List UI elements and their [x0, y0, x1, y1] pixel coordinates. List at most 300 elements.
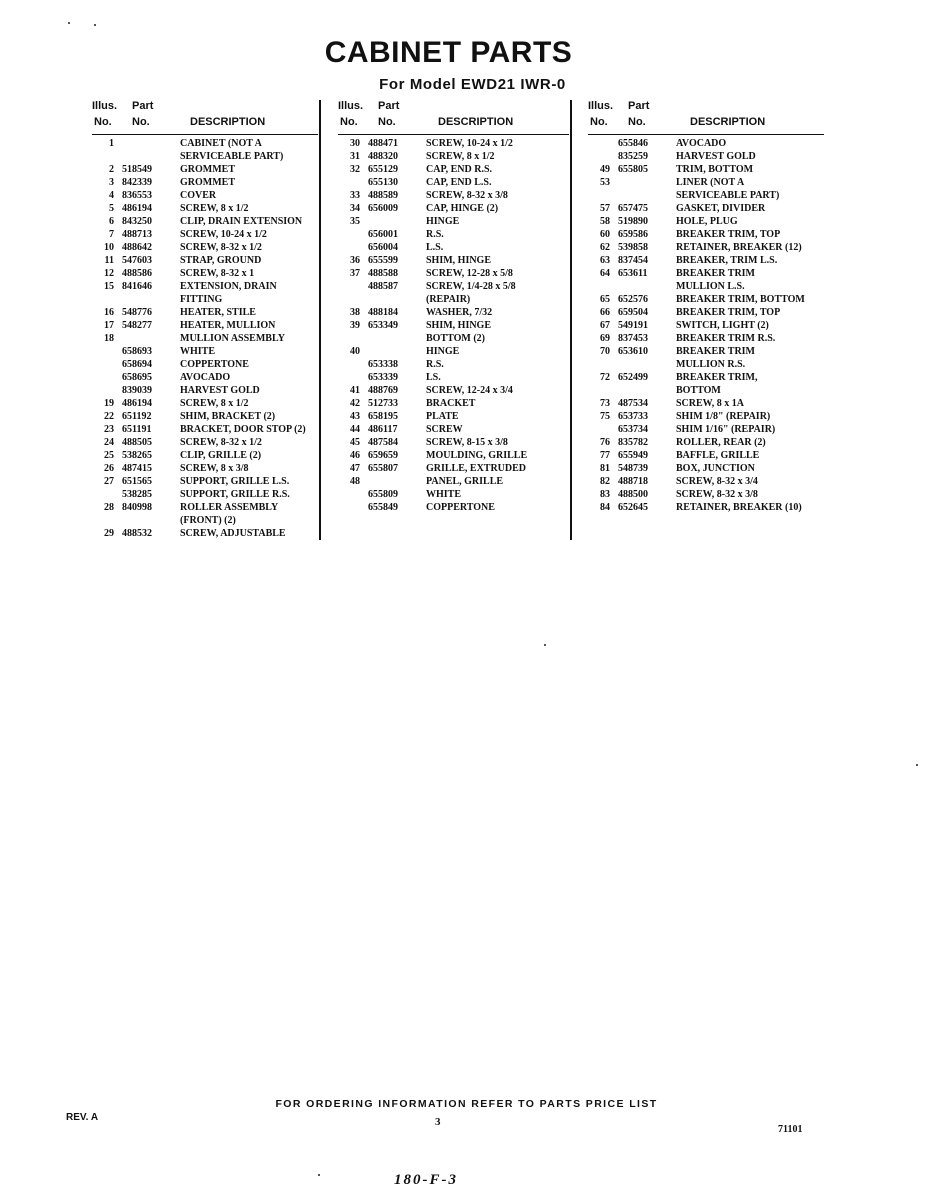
part-number: 488471 — [368, 138, 398, 149]
part-number: 651565 — [122, 476, 152, 487]
part-description: SCREW, 8-32 x 1/2 — [180, 242, 262, 253]
table-row — [588, 423, 824, 436]
part-number: 839039 — [122, 385, 152, 396]
table-row — [588, 202, 824, 215]
illus-number: 45 — [350, 437, 360, 448]
part-number: 658694 — [122, 359, 152, 370]
illus-number: 40 — [350, 346, 360, 357]
part-number: 653610 — [618, 346, 648, 357]
illus-number: 1 — [109, 138, 114, 149]
table-row — [92, 293, 318, 306]
part-description: AVOCADO — [676, 138, 727, 149]
part-description: SUPPORT, GRILLE R.S. — [180, 489, 290, 500]
illus-number: 29 — [104, 528, 114, 539]
part-description: GRILLE, EXTRUDED — [426, 463, 527, 474]
column-divider — [570, 100, 572, 540]
part-description: MULLION R.S. — [676, 359, 746, 370]
header-part-no: No. — [132, 116, 150, 128]
part-description: BREAKER TRIM, TOP — [676, 229, 781, 240]
part-number: 842339 — [122, 177, 152, 188]
part-description: SCREW, ADJUSTABLE — [180, 528, 286, 539]
table-row — [338, 267, 569, 280]
header-part: Part — [628, 100, 650, 112]
part-number: 655846 — [618, 138, 648, 149]
part-description: HARVEST GOLD — [180, 385, 260, 396]
part-description: R.S. — [426, 359, 444, 370]
part-number: 487584 — [368, 437, 398, 448]
illus-number: 72 — [600, 372, 610, 383]
table-row — [92, 228, 318, 241]
part-description: R.S. — [426, 229, 444, 240]
table-row — [588, 319, 824, 332]
part-description: AVOCADO — [180, 372, 231, 383]
part-number: 655949 — [618, 450, 648, 461]
table-row — [92, 410, 318, 423]
illus-number: 47 — [350, 463, 360, 474]
part-description: SHIM 1/8" (REPAIR) — [676, 411, 771, 422]
part-description: SCREW, 12-28 x 5/8 — [426, 268, 513, 279]
illus-number: 12 — [104, 268, 114, 279]
table-row — [588, 488, 824, 501]
part-number: 488587 — [368, 281, 398, 292]
table-row — [338, 397, 569, 410]
part-number: 548277 — [122, 320, 152, 331]
table-row — [92, 475, 318, 488]
table-row — [92, 462, 318, 475]
handwritten-note: 180-F-3 — [394, 1172, 458, 1188]
table-row — [588, 163, 824, 176]
illus-number: 2 — [109, 164, 114, 175]
table-row — [588, 306, 824, 319]
table-row — [338, 319, 569, 332]
part-number: 519890 — [618, 216, 648, 227]
part-number: 652645 — [618, 502, 648, 513]
header-part-no: No. — [628, 116, 646, 128]
part-number: 653734 — [618, 424, 648, 435]
table-row — [338, 202, 569, 215]
table-row — [338, 358, 569, 371]
illus-number: 64 — [600, 268, 610, 279]
table-row — [338, 345, 569, 358]
table-row — [588, 215, 824, 228]
table-row — [588, 228, 824, 241]
part-number: 658695 — [122, 372, 152, 383]
part-description: BREAKER TRIM — [676, 268, 755, 279]
part-number: 655805 — [618, 164, 648, 175]
illus-number: 6 — [109, 216, 114, 227]
table-row — [338, 241, 569, 254]
table-row — [338, 137, 569, 150]
scan-speck — [916, 764, 918, 766]
part-description: ROLLER ASSEMBLY — [180, 502, 279, 513]
table-row — [338, 423, 569, 436]
part-number: 539858 — [618, 242, 648, 253]
table-row — [92, 215, 318, 228]
illus-number: 7 — [109, 229, 114, 240]
table-row — [588, 345, 824, 358]
table-row — [92, 514, 318, 527]
illus-number: 67 — [600, 320, 610, 331]
table-row — [338, 163, 569, 176]
table-row — [588, 436, 824, 449]
table-row — [92, 137, 318, 150]
part-description: SERVICEABLE PART) — [676, 190, 780, 201]
table-row — [588, 189, 824, 202]
part-number: 657475 — [618, 203, 648, 214]
part-number: 488586 — [122, 268, 152, 279]
part-number: 655130 — [368, 177, 398, 188]
part-description: SHIM, BRACKET (2) — [180, 411, 276, 422]
part-number: 488713 — [122, 229, 152, 240]
column-divider — [319, 100, 321, 540]
table-row — [92, 241, 318, 254]
part-number: 488505 — [122, 437, 152, 448]
table-row — [588, 358, 824, 371]
part-description: COVER — [180, 190, 217, 201]
part-number: 843250 — [122, 216, 152, 227]
table-row — [92, 332, 318, 345]
part-description: HEATER, MULLION — [180, 320, 276, 331]
illus-number: 32 — [350, 164, 360, 175]
table-row — [92, 371, 318, 384]
scan-speck — [318, 1174, 320, 1176]
part-description: CABINET (NOT A — [180, 138, 262, 149]
illus-number: 36 — [350, 255, 360, 266]
column-header — [92, 100, 318, 135]
part-description: HEATER, STILE — [180, 307, 256, 318]
part-description: SCREW, 8 x 1A — [676, 398, 744, 409]
part-number: 837453 — [618, 333, 648, 344]
illus-number: 82 — [600, 476, 610, 487]
part-description: SHIM, HINGE — [426, 255, 492, 266]
part-description: LS. — [426, 372, 441, 383]
illus-number: 63 — [600, 255, 610, 266]
table-row — [92, 267, 318, 280]
table-row — [588, 475, 824, 488]
illus-number: 11 — [104, 255, 114, 266]
illus-number: 25 — [104, 450, 114, 461]
part-number: 841646 — [122, 281, 152, 292]
illus-number: 43 — [350, 411, 360, 422]
table-row — [92, 306, 318, 319]
illus-number: 38 — [350, 307, 360, 318]
table-row — [338, 462, 569, 475]
part-description: HINGE — [426, 346, 460, 357]
header-description: DESCRIPTION — [190, 116, 266, 128]
part-description: BAFFLE, GRILLE — [676, 450, 760, 461]
part-description: SCREW — [426, 424, 463, 435]
part-number: 652576 — [618, 294, 648, 305]
part-description: SCREW, 8 x 1/2 — [180, 203, 249, 214]
part-number: 512733 — [368, 398, 398, 409]
part-description: SHIM, HINGE — [426, 320, 492, 331]
part-number: 837454 — [618, 255, 648, 266]
part-description: LINER (NOT A — [676, 177, 745, 188]
table-row — [588, 397, 824, 410]
part-number: 653611 — [618, 268, 648, 279]
illus-number: 84 — [600, 502, 610, 513]
illus-number: 37 — [350, 268, 360, 279]
part-description: CAP, END R.S. — [426, 164, 493, 175]
part-number: 548739 — [618, 463, 648, 474]
table-row — [588, 371, 824, 384]
part-number: 655849 — [368, 502, 398, 513]
part-description: COPPERTONE — [180, 359, 249, 370]
part-number: 655807 — [368, 463, 398, 474]
part-description: (REPAIR) — [426, 294, 471, 305]
table-row — [338, 410, 569, 423]
part-description: MULLION L.S. — [676, 281, 745, 292]
part-description: WHITE — [180, 346, 216, 357]
part-number: 656001 — [368, 229, 398, 240]
table-row — [338, 332, 569, 345]
table-row — [338, 189, 569, 202]
illus-number: 10 — [104, 242, 114, 253]
table-row — [338, 254, 569, 267]
table-row — [588, 332, 824, 345]
table-row — [588, 293, 824, 306]
part-description: BREAKER, TRIM L.S. — [676, 255, 778, 266]
table-row — [338, 228, 569, 241]
part-number: 486194 — [122, 398, 152, 409]
table-row — [588, 150, 824, 163]
illus-number: 81 — [600, 463, 610, 474]
part-description: BREAKER TRIM R.S. — [676, 333, 776, 344]
part-number: 518549 — [122, 164, 152, 175]
revision-label: REV. A — [66, 1112, 99, 1123]
part-description: SCREW, 1/4-28 x 5/8 — [426, 281, 516, 292]
part-number: 655129 — [368, 164, 398, 175]
part-description: CLIP, GRILLE (2) — [180, 450, 262, 461]
part-number: 538265 — [122, 450, 152, 461]
part-description: FITTING — [180, 294, 223, 305]
table-row — [92, 319, 318, 332]
illus-number: 73 — [600, 398, 610, 409]
table-row — [338, 488, 569, 501]
header-part-no: No. — [378, 116, 396, 128]
table-row — [92, 254, 318, 267]
table-row — [92, 436, 318, 449]
parts-column-1 — [92, 100, 318, 540]
part-number: 659504 — [618, 307, 648, 318]
table-row — [338, 371, 569, 384]
header-illus: Illus. — [338, 100, 364, 112]
table-row — [92, 189, 318, 202]
header-part: Part — [378, 100, 400, 112]
illus-number: 70 — [600, 346, 610, 357]
part-number: 488589 — [368, 190, 398, 201]
part-number: 659586 — [618, 229, 648, 240]
header-description: DESCRIPTION — [438, 116, 514, 128]
scan-speck — [94, 24, 96, 26]
table-row — [92, 397, 318, 410]
part-description: SCREW, 12-24 x 3/4 — [426, 385, 513, 396]
illus-number: 69 — [600, 333, 610, 344]
part-number: 488642 — [122, 242, 152, 253]
illus-number: 24 — [104, 437, 114, 448]
illus-number: 77 — [600, 450, 610, 461]
table-row — [588, 254, 824, 267]
part-number: 487415 — [122, 463, 152, 474]
part-description: SCREW, 8 x 3/8 — [180, 463, 249, 474]
part-number: 835259 — [618, 151, 648, 162]
illus-number: 22 — [104, 411, 114, 422]
part-description: MOULDING, GRILLE — [426, 450, 528, 461]
part-number: 651191 — [122, 424, 152, 435]
part-number: 488532 — [122, 528, 152, 539]
part-description: PANEL, GRILLE — [426, 476, 504, 487]
part-description: EXTENSION, DRAIN — [180, 281, 277, 292]
table-row — [92, 202, 318, 215]
part-description: CLIP, DRAIN EXTENSION — [180, 216, 303, 227]
part-description: SCREW, 8 x 1/2 — [426, 151, 495, 162]
illus-number: 58 — [600, 216, 610, 227]
part-description: CAP, HINGE (2) — [426, 203, 499, 214]
part-number: 653349 — [368, 320, 398, 331]
part-number: 655809 — [368, 489, 398, 500]
table-row — [92, 501, 318, 514]
table-row — [338, 293, 569, 306]
table-row — [588, 462, 824, 475]
illus-number: 60 — [600, 229, 610, 240]
part-number: 488718 — [618, 476, 648, 487]
part-number: 836553 — [122, 190, 152, 201]
table-row — [92, 423, 318, 436]
table-row — [338, 215, 569, 228]
column-header — [338, 100, 569, 135]
part-description: BREAKER TRIM, TOP — [676, 307, 781, 318]
part-description: GASKET, DIVIDER — [676, 203, 766, 214]
illus-number: 28 — [104, 502, 114, 513]
illus-number: 33 — [350, 190, 360, 201]
part-number: 547603 — [122, 255, 152, 266]
page-title: CABINET PARTS — [324, 36, 573, 69]
illus-number: 5 — [109, 203, 114, 214]
part-description: GROMMET — [180, 164, 235, 175]
illus-number: 44 — [350, 424, 360, 435]
part-description: SCREW, 8-32 x 3/8 — [426, 190, 508, 201]
illus-number: 16 — [104, 307, 114, 318]
model-subtitle: For Model EWD21 IWR-0 — [379, 76, 566, 93]
table-row — [338, 306, 569, 319]
illus-number: 4 — [109, 190, 114, 201]
part-description: ROLLER, REAR (2) — [676, 437, 766, 448]
table-row — [338, 449, 569, 462]
scan-speck — [544, 644, 546, 646]
illus-number: 42 — [350, 398, 360, 409]
illus-number: 35 — [350, 216, 360, 227]
part-description: SWITCH, LIGHT (2) — [676, 320, 769, 331]
part-number: 538285 — [122, 489, 152, 500]
table-row — [588, 449, 824, 462]
part-description: WHITE — [426, 489, 462, 500]
illus-number: 3 — [109, 177, 114, 188]
table-row — [92, 176, 318, 189]
part-description: SCREW, 8-32 x 1/2 — [180, 437, 262, 448]
part-description: SCREW, 8-32 x 1 — [180, 268, 255, 279]
part-description: STRAP, GROUND — [180, 255, 262, 266]
table-row — [338, 436, 569, 449]
part-description: WASHER, 7/32 — [426, 307, 493, 318]
illus-number: 34 — [350, 203, 360, 214]
illus-number: 17 — [104, 320, 114, 331]
part-number: 486117 — [368, 424, 398, 435]
table-row — [92, 280, 318, 293]
header-illus-no: No. — [94, 116, 112, 128]
part-number: 486194 — [122, 203, 152, 214]
illus-number: 19 — [104, 398, 114, 409]
table-row — [92, 527, 318, 540]
page-number: 3 — [435, 1116, 441, 1128]
part-number: 653338 — [368, 359, 398, 370]
illus-number: 66 — [600, 307, 610, 318]
table-row — [588, 384, 824, 397]
part-description: SCREW, 8-15 x 3/8 — [426, 437, 508, 448]
part-description: BREAKER TRIM, BOTTOM — [676, 294, 805, 305]
part-description: RETAINER, BREAKER (12) — [676, 242, 802, 253]
part-description: SERVICEABLE PART) — [180, 151, 284, 162]
part-description: TRIM, BOTTOM — [676, 164, 754, 175]
table-row — [588, 280, 824, 293]
illus-number: 48 — [350, 476, 360, 487]
table-row — [588, 137, 824, 150]
illus-number: 75 — [600, 411, 610, 422]
illus-number: 31 — [350, 151, 360, 162]
part-number: 658195 — [368, 411, 398, 422]
illus-number: 26 — [104, 463, 114, 474]
part-number: 656009 — [368, 203, 398, 214]
table-row — [92, 163, 318, 176]
header-illus-no: No. — [340, 116, 358, 128]
table-row — [92, 488, 318, 501]
illus-number: 27 — [104, 476, 114, 487]
part-number: 549191 — [618, 320, 648, 331]
header-illus: Illus. — [588, 100, 614, 112]
illus-number: 76 — [600, 437, 610, 448]
illus-number: 57 — [600, 203, 610, 214]
part-number: 653339 — [368, 372, 398, 383]
document-number: 71101 — [778, 1124, 803, 1135]
part-description: SCREW, 8-32 x 3/8 — [676, 489, 758, 500]
part-number: 488769 — [368, 385, 398, 396]
part-description: SHIM 1/16" (REPAIR) — [676, 424, 776, 435]
part-number: 655599 — [368, 255, 398, 266]
illus-number: 39 — [350, 320, 360, 331]
part-number: 652499 — [618, 372, 648, 383]
table-row — [338, 475, 569, 488]
illus-number: 49 — [600, 164, 610, 175]
table-row — [92, 150, 318, 163]
part-number: 835782 — [618, 437, 648, 448]
parts-column-3 — [588, 100, 824, 514]
part-description: L.S. — [426, 242, 444, 253]
part-description: HARVEST GOLD — [676, 151, 756, 162]
header-part: Part — [132, 100, 154, 112]
parts-rows — [588, 135, 824, 514]
part-description: BOX, JUNCTION — [676, 463, 755, 474]
part-description: BOTTOM (2) — [426, 333, 485, 344]
part-number: 651192 — [122, 411, 152, 422]
table-row — [588, 501, 824, 514]
part-number: 656004 — [368, 242, 398, 253]
part-description: RETAINER, BREAKER (10) — [676, 502, 802, 513]
part-description: PLATE — [426, 411, 459, 422]
part-description: BRACKET, DOOR STOP (2) — [180, 424, 306, 435]
part-description: CAP, END L.S. — [426, 177, 492, 188]
header-illus: Illus. — [92, 100, 118, 112]
illus-number: 18 — [104, 333, 114, 344]
illus-number: 30 — [350, 138, 360, 149]
